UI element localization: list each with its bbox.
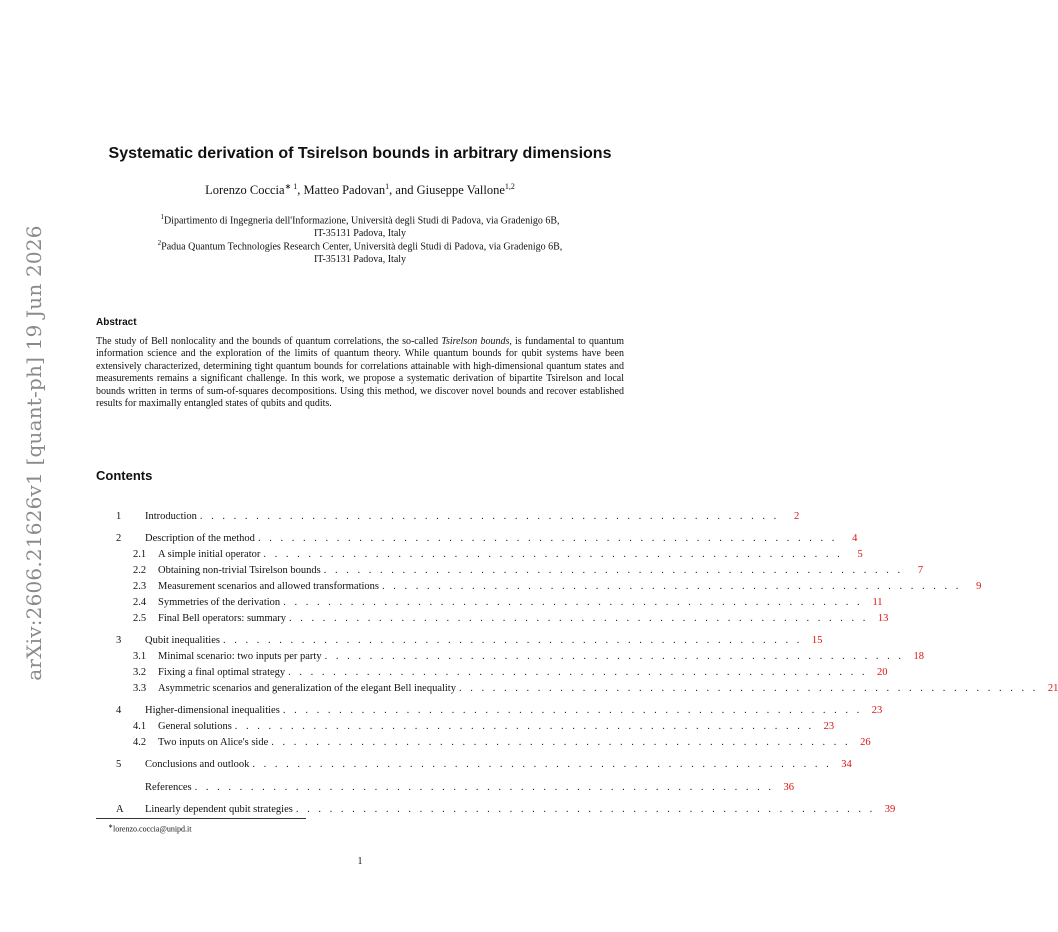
toc-entry[interactable] — [116, 597, 883, 611]
author-superscript: 1 — [385, 182, 390, 191]
contents-heading: Contents — [96, 468, 153, 483]
toc-leader-dots: . . . . . . . . . . . . . . . . . . . . . . . . . . . . . . . . . . . . . . . . . . . . . . . . . . . . — [289, 613, 869, 624]
toc-leader-dots: . . . . . . . . . . . . . . . . . . . . . . . . . . . . . . . . . . . . . . . . . . . . . . . . . . . . — [257, 533, 838, 544]
toc-entry-label: General solutions — [158, 721, 232, 732]
toc-entry-number: 2.3 — [133, 581, 147, 592]
toc-entry-label: References — [145, 782, 192, 793]
toc-entry[interactable] — [116, 667, 888, 681]
toc-entry-number: 2 — [116, 533, 122, 544]
toc-entry-label: Qubit inequalities — [145, 635, 220, 646]
toc-leader-dots: . . . . . . . . . . . . . . . . . . . . . . . . . . . . . . . . . . . . . . . . . . . . . . . . . . . . — [252, 759, 832, 770]
toc-leader-dots: . . . . . . . . . . . . . . . . . . . . . . . . . . . . . . . . . . . . . . . . . . . . . . . . . . . . — [323, 565, 904, 576]
toc-leader-dots: . . . . . . . . . . . . . . . . . . . . . . . . . . . . . . . . . . . . . . . . . . . . . . . . . . . . — [288, 667, 868, 678]
toc-entry-number: 2.2 — [133, 565, 147, 576]
toc-page-link[interactable]: 20 — [877, 667, 888, 678]
toc-entry-label: Linearly dependent qubit strategies — [145, 804, 293, 815]
affiliation-superscript: 2 — [157, 239, 162, 247]
toc-entry-number: 3.1 — [133, 651, 147, 662]
toc-leader-dots: . . . . . . . . . . . . . . . . . . . . . . . . . . . . . . . . . . . . . . . . . . . . . . . . . . . . — [458, 683, 1039, 694]
toc-entry-label: Fixing a final optimal strategy — [158, 667, 286, 678]
toc-entry-number: 3.2 — [133, 667, 147, 678]
affiliation-line: IT-35131 Padova, Italy — [313, 253, 407, 265]
affiliation-1 — [96, 211, 624, 240]
toc-leader-dots: . . . . . . . . . . . . . . . . . . . . . . . . . . . . . . . . . . . . . . . . . . . . . . . . . . . . — [222, 635, 803, 646]
toc-leader-dots: . . . . . . . . . . . . . . . . . . . . . . . . . . . . . . . . . . . . . . . . . . . . . . . . . . . . — [199, 511, 780, 522]
toc-leader-dots: . . . . . . . . . . . . . . . . . . . . . . . . . . . . . . . . . . . . . . . . . . . . . . . . . . . . — [234, 721, 815, 732]
toc-entry[interactable] — [116, 705, 883, 719]
toc-entry[interactable] — [116, 737, 871, 751]
toc-page-link[interactable]: 2 — [794, 511, 800, 522]
toc-entry-label: Measurement scenarios and allowed transformations — [158, 581, 380, 592]
toc-entry-label: Asymmetric scenarios and generalization of the elegant Bell inequality — [158, 683, 456, 694]
author-separator: , — [297, 183, 304, 198]
toc-entry-label: Conclusions and outlook — [145, 759, 250, 770]
toc-page-link[interactable]: 5 — [857, 549, 863, 560]
toc-entry[interactable] — [116, 804, 896, 818]
toc-leader-dots: . . . . . . . . . . . . . . . . . . . . . . . . . . . . . . . . . . . . . . . . . . . . . . . . . . . . — [282, 705, 863, 716]
footnote-email: lorenzo.coccia@unipd.it — [113, 824, 192, 834]
author-name: Lorenzo Coccia — [205, 183, 285, 198]
toc-entry[interactable] — [116, 533, 858, 547]
author-superscript: ∗ 1 — [284, 182, 298, 191]
toc-leader-dots: . . . . . . . . . . . . . . . . . . . . . . . . . . . . . . . . . . . . . . . . . . . . . . . . . . . . — [283, 597, 863, 608]
toc-entry-label: Introduction — [145, 511, 197, 522]
toc-page-link[interactable]: 21 — [1047, 683, 1058, 694]
toc-entry[interactable] — [116, 721, 835, 735]
abstract-body — [96, 336, 624, 410]
abstract-text: The study of Bell nonlocality and the bounds of quantum correlations, the so-called — [96, 336, 442, 347]
toc-page-link[interactable]: 7 — [917, 565, 924, 576]
footnote-rule — [96, 818, 306, 819]
toc-page-link[interactable]: 15 — [811, 635, 823, 646]
toc-page-link[interactable]: 9 — [976, 581, 982, 592]
toc-entry[interactable] — [116, 635, 823, 649]
toc-entry-label: Minimal scenario: two inputs per party — [158, 651, 322, 662]
toc-entry-label: A simple initial operator — [158, 549, 261, 560]
toc-entry-number: A — [116, 804, 124, 815]
toc-page-link[interactable]: 34 — [841, 759, 852, 770]
toc-entry[interactable] — [116, 613, 889, 627]
toc-entry-number: 4.1 — [133, 721, 147, 732]
toc-leader-dots: . . . . . . . . . . . . . . . . . . . . . . . . . . . . . . . . . . . . . . . . . . . . . . . . . . . . — [271, 737, 851, 748]
toc-entry-number: 3 — [116, 635, 122, 646]
arxiv-stamp — [14, 225, 54, 681]
footnote — [108, 823, 191, 834]
toc-entry-number: 2.4 — [133, 597, 147, 608]
abstract-text: , is fundamental to quantum information science and the exploration of the limits of quantum theory. While quantum bounds for qubit systems have been extensively characterized, determining tight quantum bounds for correlations attainable with high-dimensional quantum states and measurements remains a significant challenge. In this work, we propose a systematic derivation of bipartite Tsirelson and local bounds written in terms of sum-of-squares decompositions. Using this method, we discover novel bounds and recover established results for maximally entangled states of qubits and qudits. — [96, 336, 624, 410]
toc-entry-label: Obtaining non-trivial Tsirelson bounds — [158, 565, 321, 576]
toc-page-link[interactable]: 39 — [884, 804, 896, 815]
author-name: Giuseppe Vallone — [416, 183, 505, 198]
toc-entry-number: 1 — [116, 511, 122, 522]
toc-entry[interactable] — [116, 651, 924, 665]
toc-entry-number: 2.5 — [133, 613, 147, 624]
abstract-heading: Abstract — [96, 317, 137, 328]
toc-entry-number: 4 — [116, 705, 122, 716]
toc-leader-dots: . . . . . . . . . . . . . . . . . . . . . . . . . . . . . . . . . . . . . . . . . . . . . . . . . . . . — [324, 651, 904, 662]
toc-page-link[interactable]: 26 — [860, 737, 871, 748]
toc-entry-label: Two inputs on Alice's side — [158, 737, 269, 748]
affiliation-2 — [96, 237, 624, 266]
toc-entry[interactable] — [116, 581, 982, 595]
toc-entry[interactable] — [116, 759, 852, 773]
toc-page-link[interactable]: 23 — [823, 721, 835, 732]
toc-page-link[interactable]: 4 — [852, 533, 858, 544]
toc-entry[interactable] — [116, 549, 863, 563]
abstract-emphasis: Tsirelson bounds — [441, 336, 510, 347]
author-list — [0, 182, 720, 198]
toc-entry-number: 4.2 — [133, 737, 147, 748]
toc-entry[interactable] — [116, 782, 795, 796]
footnote-mark: ∗ — [108, 824, 114, 830]
toc-page-link[interactable]: 36 — [783, 782, 795, 793]
toc-entry-number: 2.1 — [133, 549, 147, 560]
author-name: Matteo Padovan — [303, 183, 386, 198]
author-superscript: 1,2 — [504, 182, 515, 191]
arxiv-stamp-text: arXiv:2606.21626v1 [quant-ph] 19 Jun 2026 — [22, 225, 46, 681]
toc-page-link[interactable]: 13 — [877, 613, 889, 624]
affiliation-line: Dipartimento di Ingegneria dell'Informazione, Università degli Studi di Padova, via Gradenigo 6B, — [163, 215, 560, 227]
toc-leader-dots: . . . . . . . . . . . . . . . . . . . . . . . . . . . . . . . . . . . . . . . . . . . . . . . . . . . . — [194, 782, 775, 793]
toc-leader-dots: . . . . . . . . . . . . . . . . . . . . . . . . . . . . . . . . . . . . . . . . . . . . . . . . . . . . — [263, 549, 843, 560]
toc-entry-number: 5 — [116, 759, 122, 770]
toc-page-link[interactable]: 18 — [913, 651, 924, 662]
toc-entry-label: Description of the method — [145, 533, 255, 544]
toc-entry-label: Higher-dimensional inequalities — [145, 705, 280, 716]
affiliation-superscript: 1 — [160, 213, 164, 221]
page-number: 1 — [357, 856, 363, 867]
affiliation-line: Padua Quantum Technologies Research Center, Università degli Studi di Padova, via Gradenigo 6B, — [161, 241, 563, 253]
toc-entry-label: Final Bell operators: summary — [158, 613, 287, 624]
paper-title: Systematic derivation of Tsirelson bounds in arbitrary dimensions — [108, 145, 612, 162]
author-separator: , and — [389, 183, 417, 198]
toc-entry-label: Symmetries of the derivation — [158, 597, 281, 608]
toc-page-link[interactable]: 11 — [872, 597, 883, 608]
toc-leader-dots: . . . . . . . . . . . . . . . . . . . . . . . . . . . . . . . . . . . . . . . . . . . . . . . . . . . . — [382, 581, 962, 592]
toc-entry[interactable] — [116, 683, 1058, 697]
toc-page-link[interactable]: 23 — [871, 705, 883, 716]
affiliation-line: IT-35131 Padova, Italy — [313, 227, 407, 239]
toc-entry[interactable] — [116, 511, 800, 525]
toc-leader-dots: . . . . . . . . . . . . . . . . . . . . . . . . . . . . . . . . . . . . . . . . . . . . . . . . . . . . — [295, 804, 876, 815]
toc-entry[interactable] — [116, 565, 924, 579]
toc-entry-number: 3.3 — [133, 683, 147, 694]
